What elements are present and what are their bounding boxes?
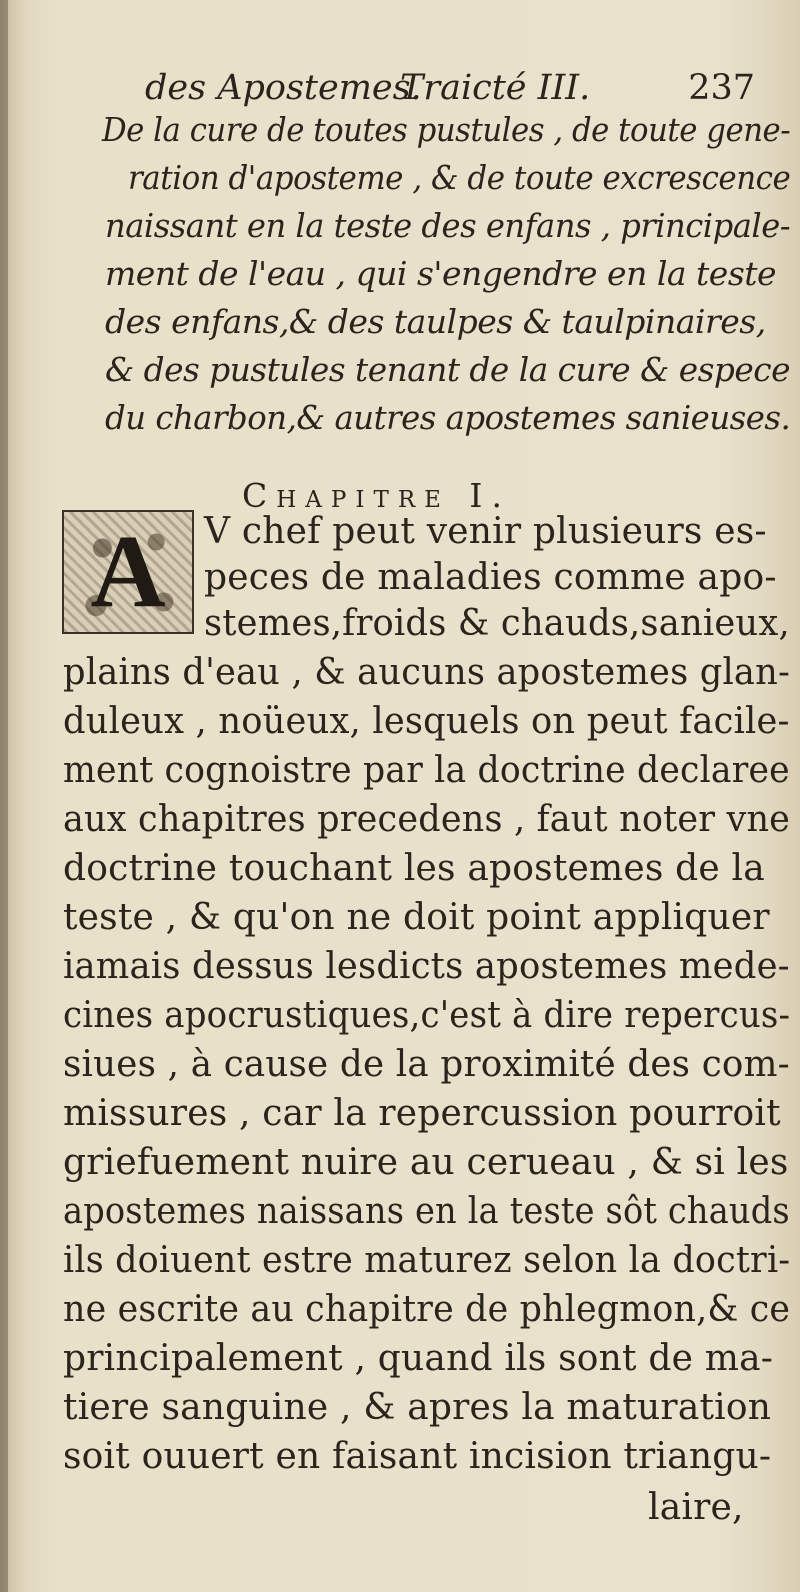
body-line: missures , car la repercussion pourroit [63, 1093, 781, 1134]
body-line: soit ouuert en faisant incision triangu- [63, 1436, 772, 1477]
body-line: ne escrite au chapitre de phlegmon,& ce [63, 1289, 791, 1330]
header-section: Traicté III. [400, 68, 591, 108]
body-line: ment cognoistre par la doctrine declaree [63, 750, 790, 791]
summary-line: du charbon,& autres apostemes sanieuses. [105, 398, 791, 437]
page-binding-edge [0, 0, 8, 1592]
body-line: iamais dessus lesdicts apostemes mede- [63, 946, 790, 987]
body-line: griefuement nuire au cerueau , & si les [63, 1142, 789, 1183]
summary-line: De la cure de toutes pustules , de toute gene- [102, 110, 791, 149]
summary-line: & des pustules tenant de la cure & espece [105, 350, 791, 389]
chapter-heading: Chapitre I. [242, 476, 511, 515]
body-line: principalement , quand ils sont de ma- [63, 1338, 774, 1379]
summary-line: ment de l'eau , qui s'engendre en la teste [105, 254, 777, 293]
body-line: ils doiuent estre maturez selon la doctri- [63, 1240, 791, 1281]
running-header [145, 68, 755, 108]
page-number: 237 [688, 68, 755, 108]
catchword: laire, [648, 1487, 744, 1528]
summary-line: ration d'aposteme , & de toute excrescence [128, 158, 791, 197]
decorated-initial [62, 510, 194, 634]
body-line: doctrine touchant les apostemes de la [63, 848, 765, 889]
body-line: peces de maladies comme apo- [204, 557, 777, 598]
body-line: cines apocrustiques,c'est à dire repercus- [63, 995, 791, 1036]
body-line: apostemes naissans en la teste sôt chauds [63, 1191, 790, 1232]
initial-letter: A [90, 514, 166, 629]
summary-line: naissant en la teste des enfans , principale- [105, 206, 791, 245]
summary-line: des enfans,& des taulpes & taulpinaires, [105, 302, 766, 341]
body-line: aux chapitres precedens , faut noter vne [63, 799, 791, 840]
body-line: stemes,froids & chauds,sanieux, [204, 603, 790, 644]
body-line: teste , & qu'on ne doit point appliquer [63, 897, 770, 938]
body-line: duleux , noüeux, lesquels on peut facile- [63, 701, 790, 742]
header-title: des Apostemes. [145, 68, 422, 108]
body-line: tiere sanguine , & apres la maturation [63, 1387, 772, 1428]
body-line: V chef peut venir plusieurs es- [204, 511, 767, 552]
body-line: plains d'eau , & aucuns apostemes glan- [63, 652, 791, 693]
body-line: siues , à cause de la proximité des com- [63, 1044, 790, 1085]
